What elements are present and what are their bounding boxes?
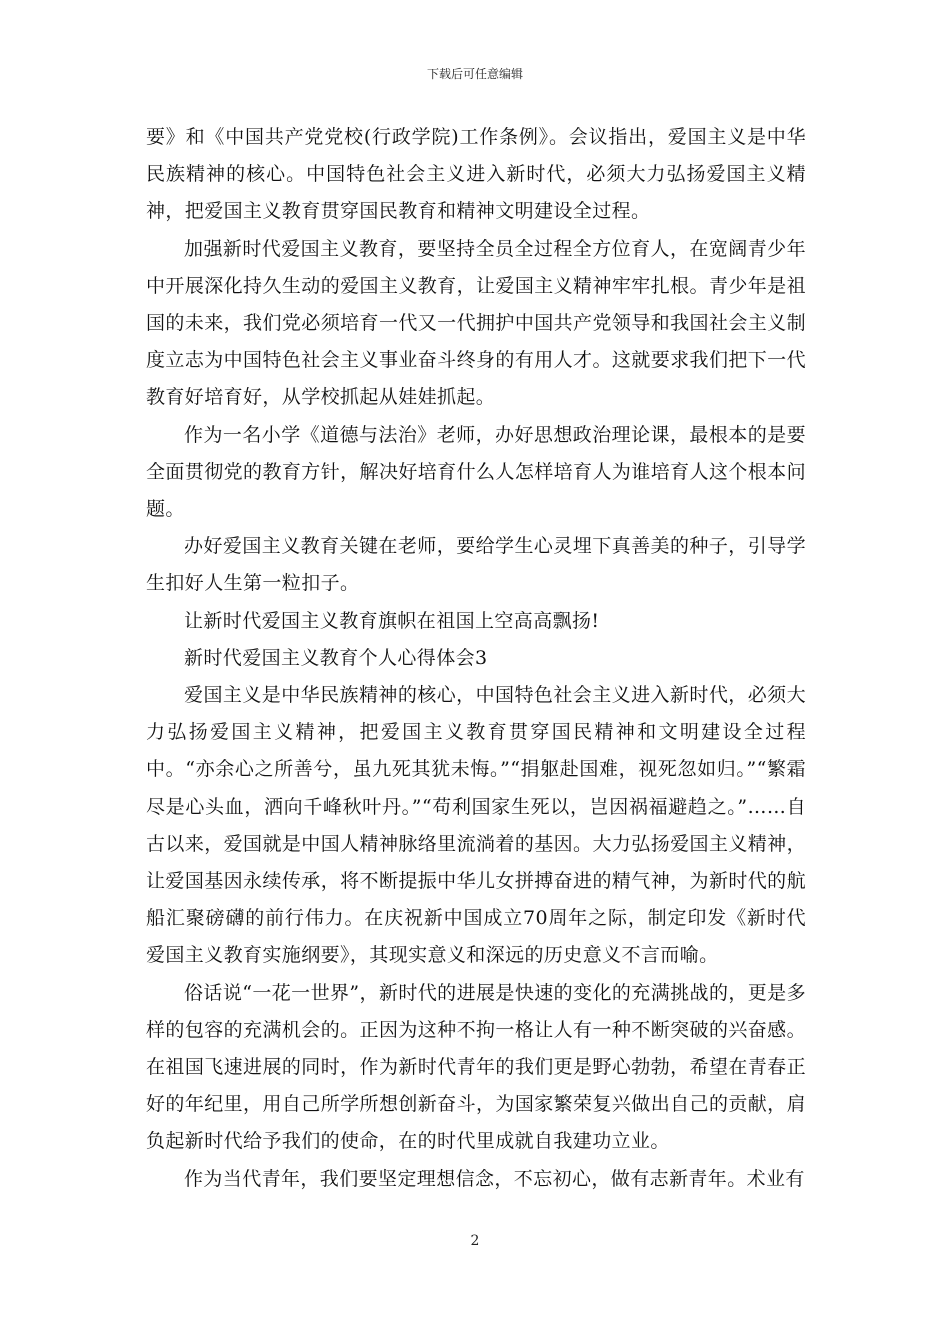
paragraph: 作为一名小学《道德与法治》老师，办好思想政治理论课，最根本的是要全面贯彻党的教育方针，解决好培育什么人怎样培育人为谁培育人这个根本问题。	[146, 423, 806, 521]
paragraph: 要》和《中国共产党党校(行政学院)工作条例》。会议指出，爱国主义是中华民族精神的核心。中国特色社会主义进入新时代，必须大力弘扬爱国主义精神，把爱国主义教育贯穿国民教育和精神文明建设全过程。	[146, 126, 806, 223]
paragraph: 爱国主义是中华民族精神的核心，中国特色社会主义进入新时代，必须大力弘扬爱国主义精神，把爱国主义教育贯穿国民精神和文明建设全过程中。“亦余心之所善兮，虽九死其犹未悔。”“捐躯赴国难，视死忽如归。”“繁霜尽是心头血，洒向千峰秋叶丹。”“苟利国家生死以，岂因祸福避趋之。”……自古以来，爱国就是中国人精神脉络里流淌着的基因。大力弘扬爱国主义精神，让爱国基因永续传承，将不断提振中华儿女拼搏奋进的精气神，为新时代的航船汇聚磅礴的前行伟力。在庆祝新中国成立70周年之际，制定印发《新时代爱国主义教育实施纲要》，其现实意义和深远的历史意义不言而喻。	[146, 684, 806, 967]
paragraph: 作为当代青年，我们要坚定理想信念，不忘初心，做有志新青年。术业有	[184, 1167, 805, 1190]
document-body	[146, 119, 806, 1198]
page-number: 2	[470, 1233, 480, 1249]
paragraph: 办好爱国主义教育关键在老师，要给学生心灵埋下真善美的种子，引导学生扣好人生第一粒扣子。	[146, 535, 806, 595]
paragraph: 让新时代爱国主义教育旗帜在祖国上空高高飘扬!	[184, 609, 600, 632]
paragraph: 加强新时代爱国主义教育，要坚持全员全过程全方位育人，在宽阔青少年中开展深化持久生动的爱国主义教育，让爱国主义精神牢牢扎根。青少年是祖国的未来，我们党必须培育一代又一代拥护中国共产党领导和我国社会主义制度立志为中国特色社会主义事业奋斗终身的有用人才。这就要求我们把下一代教育好培育好，从学校抓起从娃娃抓起。	[146, 237, 806, 409]
page-header: 下载后可任意编辑	[426, 67, 523, 81]
paragraph: 俗话说“一花一世界”，新时代的进展是快速的变化的充满挑战的，更是多样的包容的充满机会的。正因为这种不拘一格让人有一种不断突破的兴奋感。在祖国飞速进展的同时，作为新时代青年的我们更是野心勃勃，希望在青春正好的年纪里，用自己所学所想创新奋斗，为国家繁荣复兴做出自己的贡献，肩负起新时代给予我们的使命，在的时代里成就自我建功立业。	[146, 981, 806, 1153]
section-heading: 新时代爱国主义教育个人心得体会3	[184, 646, 488, 669]
